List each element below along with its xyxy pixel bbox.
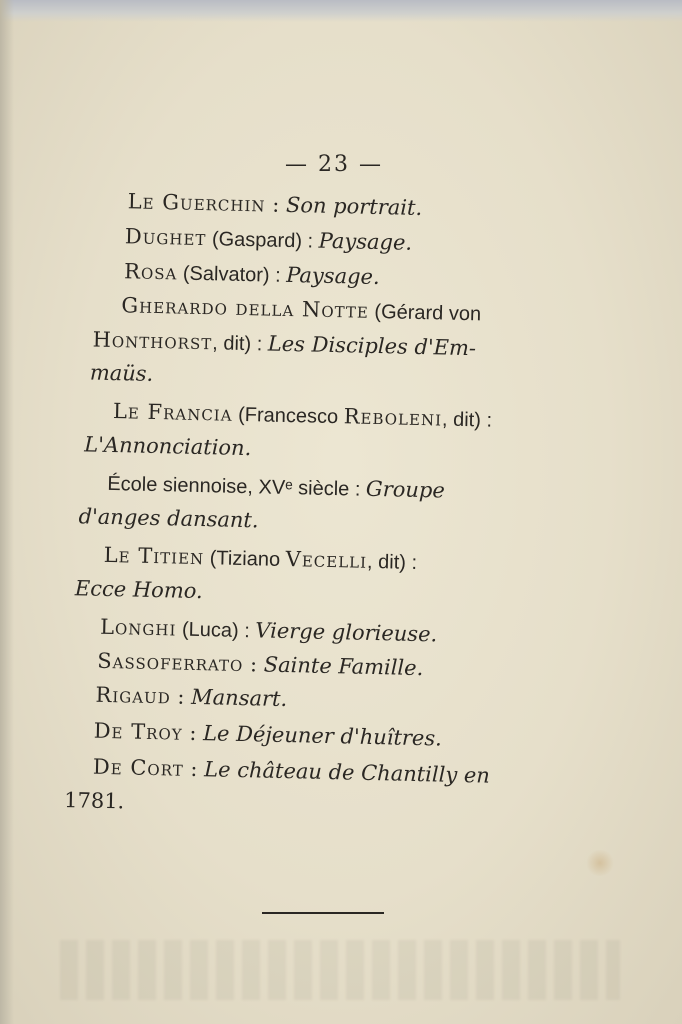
painting-title: Paysage. (285, 262, 380, 290)
separator: : (265, 192, 287, 217)
show-through-text (60, 940, 620, 1000)
separator: : (170, 684, 192, 709)
entry-line (64, 790, 125, 812)
separator: : (243, 652, 265, 677)
entry-line (92, 327, 477, 361)
painter-detail: (Gaspard) : (206, 228, 319, 253)
painter-detail: , dit) : (441, 408, 493, 432)
entry-line (125, 226, 413, 254)
painting-title: Le château de Chantilly en (203, 757, 491, 788)
painting-title: Mansart. (190, 684, 288, 712)
entry-line (107, 473, 445, 502)
painter-name: Le Francia (112, 399, 233, 426)
painting-title: Vierge glorieuse. (255, 618, 438, 647)
painter-name: Longhi (99, 614, 177, 641)
separator: : (182, 720, 204, 746)
painting-title: Paysage. (318, 228, 413, 255)
entry-text: École siennoise, XVᵉ siècle : (107, 472, 367, 501)
entry-line (93, 718, 443, 751)
entry-line (128, 191, 423, 219)
painter-name: Dughet (124, 224, 207, 251)
painting-title: Groupe (365, 476, 446, 503)
entry-line (89, 360, 154, 386)
page-top-edge (0, 0, 682, 22)
entry-line (113, 401, 493, 431)
painter-detail: (Francesco (232, 403, 344, 429)
painting-title: Sainte Famille. (263, 652, 424, 681)
entry-line (124, 261, 380, 288)
entry-line (99, 614, 438, 647)
painting-title: Le Déjeuner d'huîtres. (202, 721, 443, 751)
painting-title: Ecce Homo. (74, 576, 203, 604)
painter-name: De Cort (92, 754, 185, 781)
entry-line (97, 648, 424, 681)
painter-name: De Troy (93, 718, 183, 745)
entry-line (103, 542, 418, 574)
page-left-shadow (0, 0, 14, 1024)
painter-name: Gherardo della Notte (121, 293, 370, 323)
painter-name: Sassoferrato (97, 648, 244, 677)
catalogue-entries (63, 189, 590, 814)
page-number: — 23 — (285, 152, 383, 177)
entry-line (121, 295, 481, 324)
entry-line (78, 506, 258, 531)
painting-title: d'anges dansant. (78, 504, 259, 533)
painter-name: Reboleni (343, 404, 443, 431)
painter-detail: (Salvator) : (177, 262, 287, 287)
entry-line (92, 754, 491, 788)
painter-name: Rigaud (95, 682, 172, 709)
painter-detail: (Tiziano (203, 547, 286, 571)
painter-detail: (Gérard von (368, 300, 482, 326)
painter-detail: , dit) : (212, 332, 269, 356)
painter-name: Le Titien (103, 542, 205, 570)
painter-name: Honthorst (92, 327, 213, 355)
painter-detail: (Luca) : (176, 618, 256, 643)
painter-name: Le Guerchin (127, 189, 266, 217)
entry-line (95, 682, 288, 712)
painter-name: Vecelli (285, 546, 368, 573)
section-divider-rule (262, 912, 384, 914)
painting-title: maüs. (89, 360, 154, 386)
painting-title: Les Disciples d'Em- (267, 331, 477, 361)
painter-detail: , dit) : (366, 550, 418, 574)
entry-line (75, 578, 203, 602)
entry-line (84, 434, 252, 459)
paper-stain (585, 850, 615, 876)
painting-title: Son portrait. (285, 192, 423, 220)
entry-text: 1781. (63, 788, 125, 814)
painting-title: L'Annonciation. (83, 432, 252, 461)
painter-name: Rosa (123, 259, 178, 285)
separator: : (183, 756, 205, 782)
